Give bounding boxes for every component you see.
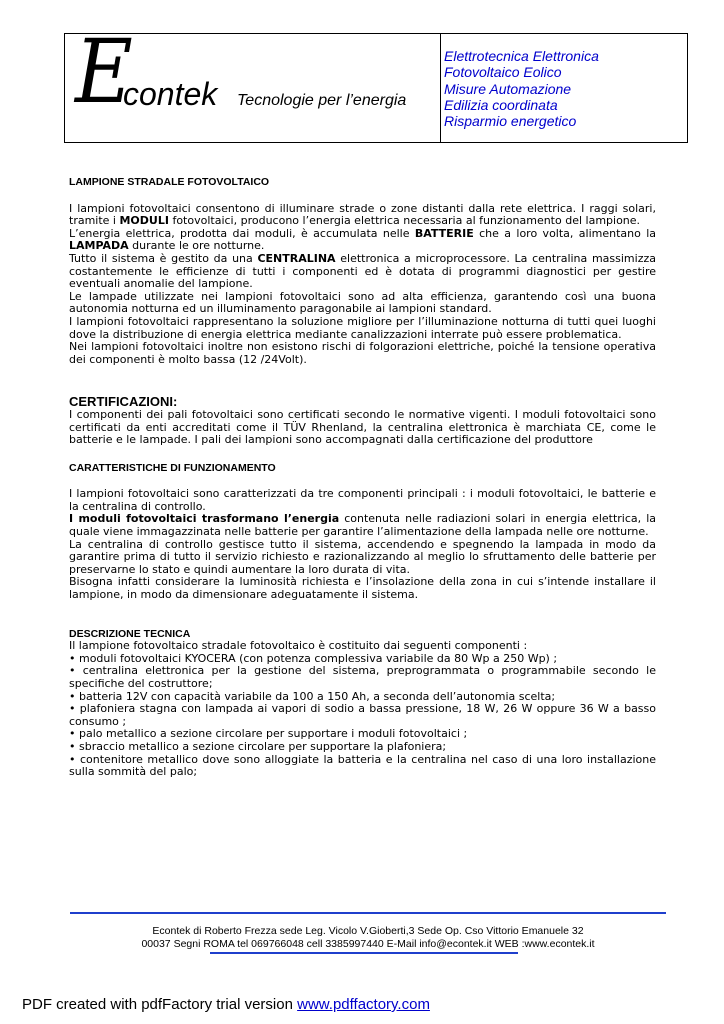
footer-rule-short	[210, 952, 518, 954]
component-list-item: • centralina elettronica per la gestione del sistema, preprogrammata o programmabile secondo le specifiche del costruttore;	[69, 664, 656, 690]
caratteristiche-heading: CARATTERISTICHE DI FUNZIONAMENTO	[69, 461, 276, 474]
caratteristiche-paragraph-1: I lampioni fotovoltaici sono caratterizzati da tre componenti principali : i moduli fotovoltaici, le batterie e la centralina di controllo.	[69, 487, 656, 513]
component-list-item: • contenitore metallico dove sono alloggiate la batteria e la centralina nel caso di una loro installazione sulla sommità del palo;	[69, 752, 656, 779]
component-list-item: • palo metallico a sezione circolare per supportare i moduli fotovoltaici ;	[69, 727, 468, 741]
document-body	[69, 176, 656, 779]
logo-word: contek	[123, 76, 218, 112]
document-title: LAMPIONE STRADALE FOTOVOLTAICO	[69, 176, 270, 188]
footer-contacts: 00037 Segni ROMA tel 069766048 cell 3385997440 E-Mail info@econtek.it WEB :www.econtek.it	[141, 937, 595, 950]
header-divider	[440, 34, 441, 142]
intro-paragraph-4: Le lampade utilizzate nei lampioni fotovoltaici sono ad alta efficienza, garantendo così una buona autonomia notturna ed un illuminamento paragonabile ai lampioni standard.	[69, 289, 656, 316]
service-item: Elettrotecnica Elettronica	[444, 48, 599, 64]
logo-tagline: Tecnologie per l’energia	[237, 92, 407, 109]
logo-letter: E	[75, 20, 133, 123]
certificazioni-heading: CERTIFICAZIONI:	[69, 394, 178, 410]
caratteristiche-paragraph-4: Bisogna infatti considerare la luminosità richiesta e l’insolazione della zona in cui s’intende installare il lampione, in modo da dimensionare adeguatamente il sistema.	[69, 575, 656, 602]
service-item: Risparmio energetico	[444, 113, 577, 130]
intro-paragraph-1: I lampioni fotovoltaici consentono di illuminare strade o zone distanti dalla rete elettrica. I raggi solari, tramite i MODULI fotovoltaici, producono l’energia elettrica necessaria al funzionamento del lampione.	[69, 201, 656, 228]
descrizione-intro: Il lampione fotovoltaico stradale fotovoltaico è costituito dai seguenti componenti :	[69, 639, 528, 653]
letterhead	[64, 20, 688, 143]
caratteristiche-paragraph-2: I moduli fotovoltaici trasformano l’energia contenuta nelle radiazioni solari in energia elettrica, la quale viene immagazzinata nelle batterie per garantire l’alimentazione della lampada nelle ore notturne.	[69, 512, 656, 539]
intro-paragraph-2: L’energia elettrica, prodotta dai moduli, è accumulata nelle BATTERIE che a loro volta, alimentano la LAMPADA durante le ore notturne.	[69, 226, 656, 253]
pdf-trial-banner	[22, 996, 430, 1013]
component-list-item: • moduli fotovoltaici KYOCERA (con potenza complessiva variabile da 80 Wp a 250 Wp) ;	[69, 651, 558, 665]
pdf-banner-text: PDF created with pdfFactory trial version	[22, 996, 298, 1013]
footer-address: Econtek di Roberto Frezza sede Leg. Vicolo V.Gioberti,3 Sede Op. Cso Vittorio Emanuele 32	[152, 925, 584, 937]
intro-paragraph-3: Tutto il sistema è gestito da una CENTRALINA elettronica a microprocessore. La centralina massimizza costantemente le efficienze di tutti i componenti ed è dotata di programmi diagnostici per gestire eventuali anomalie del lampione.	[69, 251, 656, 291]
footer	[70, 925, 666, 950]
component-list-item: • plafoniera stagna con lampada ai vapori di sodio a bassa pressione, 18 W, 26 W oppure 36 W a basso consumo ;	[69, 702, 656, 728]
footer-rule	[70, 912, 666, 914]
component-list-item: • sbraccio metallico a sezione circolare per supportare la plafoniera;	[69, 739, 447, 753]
pdffactory-link[interactable]: www.pdffactory.com	[297, 996, 430, 1013]
service-item: Misure Automazione	[444, 80, 572, 97]
certificazioni-text: I componenti dei pali fotovoltaici sono certificati secondo le normative vigenti. I moduli fotovoltaici sono certificati da enti accreditati come il TÜV Rhenland, la centralina elettronica è marchiata CE, come le batterie e le lampade. I pali dei lampioni sono accompagnati dalla certificazione del produttore	[69, 407, 656, 447]
component-list-item: • batteria 12V con capacità variabile da 100 a 150 Ah, a seconda dell’autonomia scelta;	[69, 689, 556, 703]
descrizione-heading: DESCRIZIONE TECNICA	[69, 627, 191, 640]
service-item: Edilizia coordinata	[444, 96, 558, 113]
service-item: Fotovoltaico Eolico	[444, 64, 562, 81]
services-list	[444, 48, 599, 129]
caratteristiche-paragraph-3: La centralina di controllo gestisce tutto il sistema, accendendo e spegnendo la lampada in modo da garantire prima di tutto il servizio richiesto e razionalizzando al meglio lo sfruttamento delle batterie per preservarne lo stato e quindi aumentare la loro durata di vita.	[69, 537, 656, 576]
intro-paragraph-6: Nei lampioni fotovoltaici inoltre non esistono rischi di folgorazioni elettriche, poiché la tensione operativa dei componenti è molto bassa (12 /24Volt).	[69, 340, 656, 366]
intro-paragraph-5: I lampioni fotovoltaici rappresentano la soluzione migliore per l’illuminazione notturna di tutti quei luoghi dove la distribuzione di energia elettrica mediante canalizzazioni interrate può essere problematica.	[69, 314, 656, 341]
